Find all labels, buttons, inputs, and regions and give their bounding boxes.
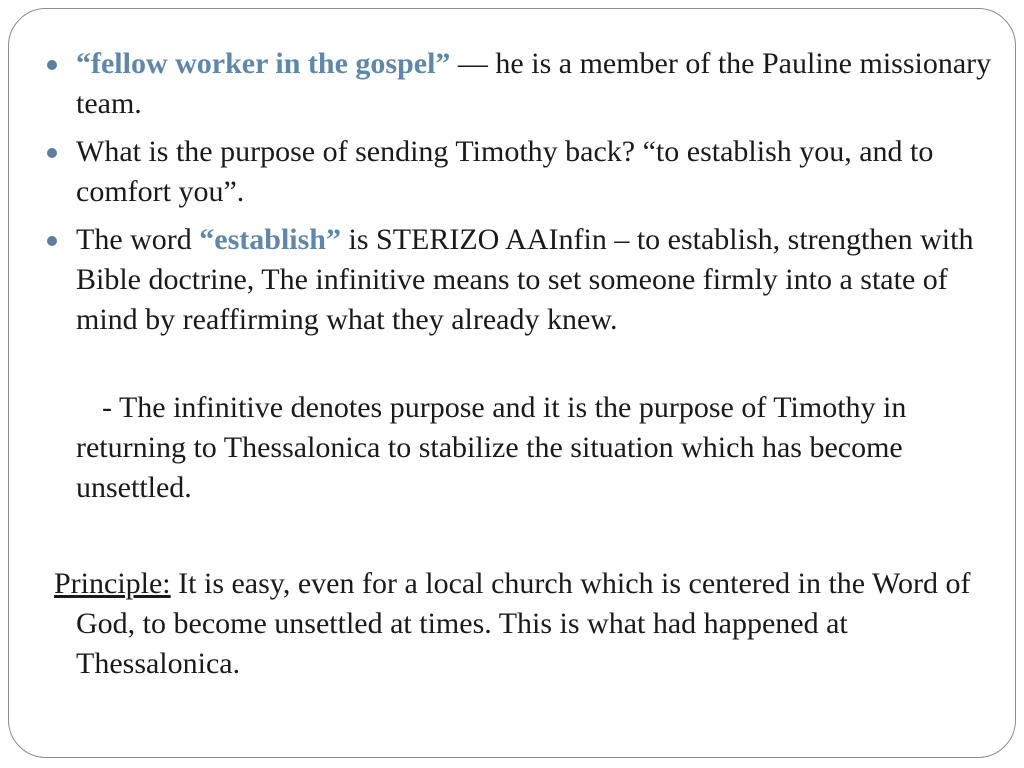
bullet-item [44,44,1014,124]
bullet-text: is STERIZO AAInfin – to establish, strengthen with Bible doctrine, The infinitive means to set someone firmly into a state of mind by reaffirming what they already knew. [76,223,974,336]
principle-text: It is easy, even for a local church which is centered in the Word of God, to become unsettled at times. This is what had happened at Thessalonica. [76,567,971,680]
bullet-dot-icon [47,236,57,246]
highlighted-quote: “establish” [199,223,341,256]
slide-content [44,44,1014,684]
highlighted-quote: “fellow worker in the gospel” [76,47,451,80]
indented-paragraph [44,388,1014,508]
bullet-text: — he is a member of the Pauline missionary team. [76,47,992,120]
paragraph-text: - The infinitive denotes purpose and it is the purpose of Timothy in returning to Thessalonica to stabilize the situation which has become unsettled. [76,391,907,504]
bullet-item [44,132,1014,212]
principle-paragraph [44,564,1014,684]
bullet-prefix: The word [76,223,200,256]
bullet-dot-icon [47,148,57,158]
bullet-text: What is the purpose of sending Timothy back? “to establish you, and to comfort you”. [76,135,934,208]
bullet-dot-icon [47,60,57,70]
principle-label: Principle: [54,567,171,600]
bullet-item [44,220,1014,340]
